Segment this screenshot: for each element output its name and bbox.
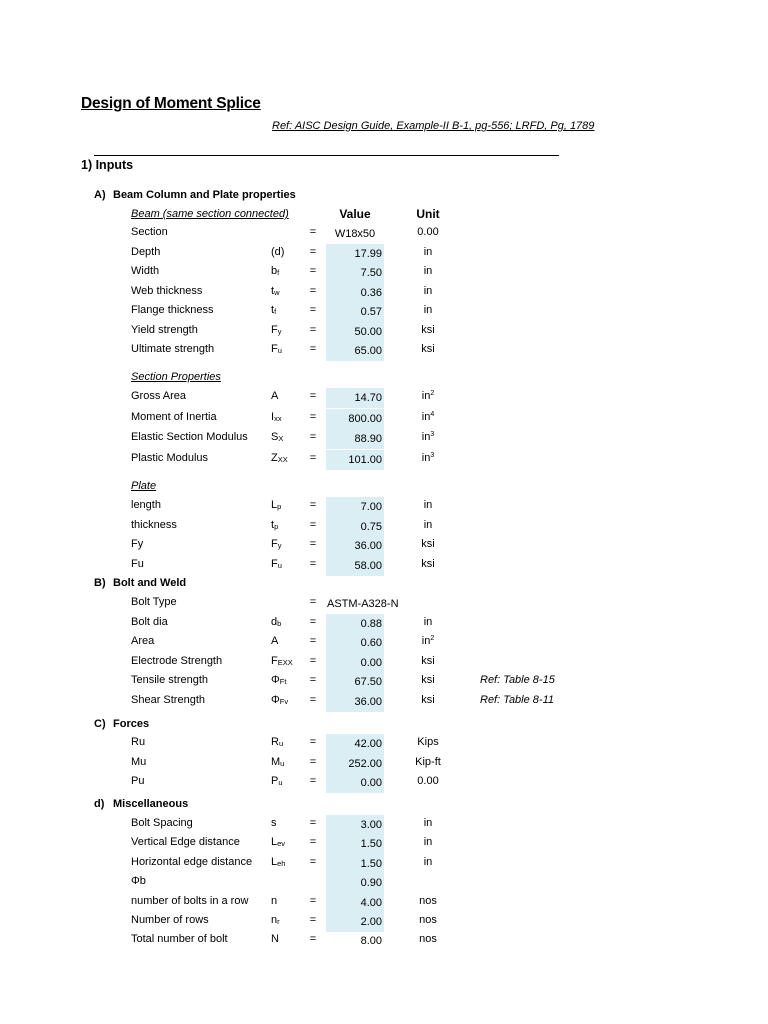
unit-text: in bbox=[423, 499, 433, 511]
row-value-cell[interactable]: 50.00 bbox=[326, 322, 384, 342]
row-symbol bbox=[271, 694, 288, 706]
row-symbol bbox=[271, 538, 281, 550]
row-symbol bbox=[271, 265, 279, 277]
row-unit bbox=[404, 895, 452, 907]
row-label: Width bbox=[131, 265, 160, 277]
symbol-subscript: Fv bbox=[279, 697, 289, 706]
equals-sign: = bbox=[309, 538, 317, 550]
group-b-title: Bolt and Weld bbox=[113, 577, 187, 589]
unit-text: nos bbox=[419, 894, 437, 907]
misc-row bbox=[0, 854, 768, 874]
equals-sign: = bbox=[309, 390, 317, 402]
row-label: Web thickness bbox=[131, 284, 203, 297]
row-label: Horizontal edge distance bbox=[131, 855, 253, 868]
row-unit bbox=[404, 736, 452, 748]
symbol-base: P bbox=[271, 775, 279, 787]
misc-row bbox=[0, 893, 768, 913]
row-value-cell[interactable]: 8.00 bbox=[360, 935, 382, 948]
row-symbol bbox=[271, 856, 285, 868]
row-label: number of bolts in a row bbox=[131, 894, 249, 907]
symbol-base: t bbox=[271, 304, 275, 316]
row-symbol bbox=[271, 324, 281, 336]
symbol-base: n bbox=[271, 914, 278, 926]
symbol-base: F bbox=[271, 557, 278, 570]
equals-sign: = bbox=[309, 304, 317, 316]
unit-text: in bbox=[423, 265, 433, 277]
row-unit bbox=[404, 817, 452, 829]
row-symbol bbox=[271, 933, 279, 945]
equals-sign: = bbox=[309, 836, 317, 849]
symbol-base: R bbox=[271, 736, 279, 748]
row-label: Ru bbox=[131, 736, 146, 748]
symbol-subscript: Ft bbox=[279, 677, 287, 687]
symbol-subscript: r bbox=[277, 917, 280, 926]
row-symbol bbox=[271, 285, 279, 297]
unit-text: ksi bbox=[421, 538, 435, 550]
equals-sign: = bbox=[309, 410, 317, 423]
symbol-base: Φ bbox=[271, 694, 280, 706]
row-label: Electrode Strength bbox=[131, 654, 223, 667]
row-label: Pu bbox=[131, 775, 145, 787]
row-unit bbox=[404, 265, 452, 277]
symbol-base: d bbox=[271, 615, 278, 628]
row-value-cell[interactable]: 0.75 bbox=[326, 517, 384, 537]
section-property-row bbox=[0, 429, 768, 449]
row-label: Moment of Inertia bbox=[131, 410, 217, 423]
bolt-row bbox=[0, 633, 768, 653]
section-property-row bbox=[0, 409, 768, 429]
row-label: Bolt Type bbox=[131, 596, 177, 608]
row-value-cell[interactable]: 252.00 bbox=[326, 754, 384, 774]
row-symbol bbox=[271, 390, 278, 402]
symbol-subscript: p bbox=[277, 502, 282, 511]
symbol-base: F bbox=[271, 323, 278, 336]
row-label: Depth bbox=[131, 245, 161, 258]
group-a-title: Beam Column and Plate properties bbox=[113, 189, 296, 201]
row-symbol bbox=[271, 558, 282, 570]
group-d-title: Miscellaneous bbox=[113, 798, 189, 810]
unit-text: in bbox=[423, 245, 433, 258]
plate-row bbox=[0, 517, 768, 537]
unit-text: ksi bbox=[421, 654, 435, 667]
equals-sign: = bbox=[309, 499, 317, 511]
row-unit bbox=[404, 285, 452, 297]
row-unit bbox=[404, 694, 452, 706]
symbol-base: n bbox=[271, 894, 278, 907]
equals-sign: = bbox=[309, 323, 317, 336]
row-value-cell[interactable]: 1.50 bbox=[326, 834, 384, 854]
misc-row bbox=[0, 834, 768, 854]
page-title: Design of Moment Splice bbox=[81, 95, 261, 112]
bolt-row bbox=[0, 672, 768, 692]
unit-text: Kips bbox=[417, 736, 439, 748]
equals-sign: = bbox=[309, 284, 317, 297]
beam-row bbox=[0, 322, 768, 342]
row-unit bbox=[404, 674, 452, 686]
equals-sign: = bbox=[309, 343, 317, 355]
unit-text: in bbox=[423, 817, 433, 829]
inputs-heading: 1) Inputs bbox=[81, 158, 134, 172]
row-unit bbox=[404, 226, 452, 238]
row-unit bbox=[404, 390, 452, 402]
row-value-cell[interactable]: 2.00 bbox=[326, 912, 384, 932]
row-symbol bbox=[271, 616, 281, 628]
unit-text: in bbox=[421, 431, 431, 443]
group-a-letter: A) bbox=[94, 189, 106, 201]
row-unit bbox=[404, 452, 452, 464]
symbol-base: M bbox=[271, 755, 281, 768]
row-symbol bbox=[271, 736, 283, 748]
row-symbol bbox=[271, 431, 283, 443]
row-symbol bbox=[271, 519, 278, 531]
plate-subheading: Plate bbox=[131, 480, 157, 492]
beam-row bbox=[0, 302, 768, 322]
row-value-cell[interactable]: 7.00 bbox=[326, 497, 384, 517]
row-unit bbox=[404, 655, 452, 667]
symbol-base: S bbox=[271, 431, 279, 443]
symbol-base: Z bbox=[271, 451, 278, 464]
row-value-cell[interactable]: 3.00 bbox=[326, 815, 384, 835]
row-label: Flange thickness bbox=[131, 304, 214, 316]
row-symbol bbox=[271, 914, 280, 926]
row-symbol bbox=[271, 246, 284, 258]
equals-sign: = bbox=[309, 654, 317, 667]
symbol-subscript: u bbox=[278, 739, 284, 748]
reference-note: Ref: AISC Design Guide, Example-II B-1, pg-556; LRFD, Pg, 1789 bbox=[272, 120, 595, 132]
unit-text: in bbox=[421, 451, 431, 464]
equals-sign: = bbox=[309, 518, 317, 531]
row-value-cell[interactable]: 800.00 bbox=[326, 409, 384, 429]
misc-row bbox=[0, 931, 768, 951]
equals-sign: = bbox=[309, 736, 317, 748]
unit-superscript: 4 bbox=[430, 410, 435, 418]
row-value-cell[interactable]: 36.00 bbox=[326, 536, 384, 556]
beam-row bbox=[0, 224, 768, 244]
row-value-cell[interactable]: 7.50 bbox=[326, 263, 384, 283]
bolt-row bbox=[0, 692, 768, 712]
row-unit bbox=[404, 933, 452, 945]
equals-sign: = bbox=[309, 755, 317, 768]
unit-text: ksi bbox=[421, 674, 435, 687]
symbol-subscript: w bbox=[274, 287, 280, 297]
symbol-base: L bbox=[271, 836, 278, 849]
symbol-base: A bbox=[271, 390, 279, 402]
unit-column-header: Unit bbox=[416, 207, 440, 221]
misc-row bbox=[0, 815, 768, 835]
unit-text: in bbox=[421, 390, 431, 402]
row-unit bbox=[404, 431, 452, 443]
symbol-base: t bbox=[271, 518, 275, 531]
equals-sign: = bbox=[309, 933, 317, 946]
row-unit bbox=[404, 538, 452, 550]
symbol-subscript: y bbox=[277, 326, 282, 336]
group-b-letter: B) bbox=[94, 577, 106, 589]
beam-row bbox=[0, 263, 768, 283]
row-value-cell[interactable]: 1.50 bbox=[326, 854, 384, 874]
row-symbol bbox=[271, 817, 277, 829]
group-b-heading bbox=[94, 577, 186, 589]
symbol-base: F bbox=[271, 343, 278, 355]
equals-sign: = bbox=[309, 914, 317, 926]
symbol-subscript: EXX bbox=[277, 657, 293, 667]
unit-text: in bbox=[423, 518, 433, 531]
unit-superscript: 2 bbox=[430, 390, 435, 397]
symbol-subscript: u bbox=[277, 560, 282, 570]
row-value-cell[interactable]: 101.00 bbox=[326, 450, 384, 470]
row-symbol bbox=[271, 775, 283, 787]
row-symbol bbox=[271, 635, 278, 647]
row-symbol bbox=[271, 452, 288, 464]
row-value-cell[interactable]: 67.50 bbox=[326, 672, 384, 692]
section-properties-subheading: Section Properties bbox=[131, 371, 221, 383]
symbol-base: (d) bbox=[271, 245, 285, 258]
row-value-cell[interactable]: 0.90 bbox=[326, 873, 384, 893]
symbol-base: F bbox=[271, 538, 278, 550]
unit-text: ksi bbox=[421, 694, 435, 706]
group-d-heading bbox=[94, 798, 188, 810]
symbol-base: s bbox=[271, 817, 277, 829]
symbol-base: L bbox=[271, 855, 278, 868]
row-value-cell[interactable]: 0.00 bbox=[326, 773, 384, 793]
row-symbol bbox=[271, 343, 282, 355]
row-value-cell[interactable]: 0.00 bbox=[326, 653, 384, 673]
group-d-letter: d) bbox=[94, 798, 105, 810]
unit-text: 0.00 bbox=[417, 775, 439, 787]
force-row bbox=[0, 754, 768, 774]
row-unit bbox=[404, 343, 452, 355]
row-unit bbox=[404, 246, 452, 258]
unit-text: in bbox=[423, 855, 433, 868]
symbol-subscript: ev bbox=[277, 839, 286, 849]
row-label: Gross Area bbox=[131, 390, 187, 402]
group-c-title: Forces bbox=[113, 718, 150, 730]
row-label: Area bbox=[131, 635, 155, 648]
row-unit bbox=[404, 914, 452, 926]
row-unit bbox=[404, 304, 452, 316]
symbol-subscript: u bbox=[277, 346, 282, 355]
equals-sign: = bbox=[309, 894, 317, 907]
row-value-cell[interactable]: W18x50 bbox=[334, 228, 376, 240]
misc-row bbox=[0, 873, 768, 893]
equals-sign: = bbox=[309, 775, 317, 787]
section-property-row bbox=[0, 450, 768, 470]
row-unit bbox=[404, 856, 452, 868]
row-value-cell[interactable]: 65.00 bbox=[326, 341, 384, 361]
unit-text: in bbox=[423, 284, 433, 297]
symbol-subscript: p bbox=[274, 521, 279, 531]
symbol-base: A bbox=[271, 635, 279, 648]
row-reference-note: Ref: Table 8-15 bbox=[480, 674, 555, 687]
row-label: Plastic Modulus bbox=[131, 451, 209, 464]
row-value-cell[interactable]: 58.00 bbox=[326, 556, 384, 576]
unit-text: nos bbox=[419, 914, 437, 926]
row-unit bbox=[404, 756, 452, 768]
row-label: Φb bbox=[131, 875, 146, 888]
equals-sign: = bbox=[309, 557, 317, 570]
row-symbol bbox=[271, 756, 284, 768]
beam-row bbox=[0, 341, 768, 361]
unit-text: Kip-ft bbox=[415, 755, 441, 768]
symbol-subscript: eh bbox=[277, 858, 286, 868]
equals-sign: = bbox=[309, 226, 317, 238]
plate-row bbox=[0, 556, 768, 576]
row-label: Yield strength bbox=[131, 323, 198, 336]
symbol-base: I bbox=[271, 410, 275, 423]
row-label: thickness bbox=[131, 518, 177, 531]
row-unit bbox=[404, 324, 452, 336]
symbol-subscript: xx bbox=[274, 413, 282, 423]
equals-sign: = bbox=[309, 615, 317, 628]
misc-row bbox=[0, 912, 768, 932]
unit-text: in bbox=[423, 615, 433, 628]
row-label: Fu bbox=[131, 557, 144, 570]
row-label: Ultimate strength bbox=[131, 343, 215, 355]
equals-sign: = bbox=[309, 635, 317, 648]
symbol-base: L bbox=[271, 499, 278, 511]
equals-sign: = bbox=[309, 265, 317, 277]
row-value-cell[interactable]: 36.00 bbox=[326, 692, 384, 712]
row-label: Section bbox=[131, 226, 168, 238]
equals-sign: = bbox=[309, 694, 317, 706]
equals-sign: = bbox=[309, 245, 317, 258]
row-label: Number of rows bbox=[131, 914, 209, 926]
row-unit bbox=[404, 616, 452, 628]
row-value-cell[interactable]: 88.90 bbox=[326, 429, 384, 449]
row-unit bbox=[404, 836, 452, 848]
bolt-row bbox=[0, 653, 768, 673]
bolt-row bbox=[0, 594, 768, 614]
force-row bbox=[0, 734, 768, 754]
row-value-cell[interactable]: 4.00 bbox=[326, 893, 384, 913]
symbol-subscript: f bbox=[274, 307, 277, 316]
symbol-base: F bbox=[271, 654, 278, 667]
unit-text: in bbox=[421, 410, 431, 423]
row-unit bbox=[404, 519, 452, 531]
beam-subheading: Beam (same section connected) bbox=[131, 208, 289, 220]
group-c-heading bbox=[94, 718, 149, 730]
unit-text: in bbox=[423, 836, 433, 849]
row-value-cell[interactable]: 17.99 bbox=[326, 244, 384, 264]
row-value-cell[interactable]: 0.60 bbox=[326, 633, 384, 653]
section-property-row bbox=[0, 388, 768, 408]
plate-row bbox=[0, 497, 768, 517]
symbol-subscript: y bbox=[277, 541, 282, 550]
group-c-letter: C) bbox=[94, 718, 106, 730]
row-value-cell[interactable]: 0.57 bbox=[326, 302, 384, 322]
row-label: Shear Strength bbox=[131, 694, 205, 706]
row-symbol bbox=[271, 304, 276, 316]
bolt-row bbox=[0, 614, 768, 634]
unit-text: ksi bbox=[421, 557, 435, 570]
symbol-subscript: X bbox=[278, 434, 284, 443]
unit-text: ksi bbox=[421, 323, 435, 336]
beam-row bbox=[0, 283, 768, 303]
equals-sign: = bbox=[309, 674, 317, 687]
unit-text: in bbox=[421, 635, 431, 648]
row-symbol bbox=[271, 655, 293, 667]
unit-superscript: 2 bbox=[430, 635, 435, 643]
equals-sign: = bbox=[309, 596, 317, 608]
row-label: Bolt dia bbox=[131, 615, 168, 628]
beam-row bbox=[0, 244, 768, 264]
row-symbol bbox=[271, 411, 282, 423]
unit-text: ksi bbox=[421, 343, 435, 355]
symbol-base: t bbox=[271, 284, 275, 297]
row-label: Total number of bolt bbox=[131, 933, 228, 946]
row-label: Mu bbox=[131, 755, 147, 768]
row-value-cell[interactable]: 14.70 bbox=[326, 388, 384, 408]
group-a-heading bbox=[94, 189, 296, 201]
symbol-base: N bbox=[271, 933, 279, 946]
row-reference-note: Ref: Table 8-11 bbox=[480, 694, 554, 706]
symbol-subscript: b bbox=[277, 618, 282, 628]
row-unit bbox=[404, 775, 452, 787]
row-label: Vertical Edge distance bbox=[131, 836, 240, 849]
symbol-base: Φ bbox=[271, 674, 280, 687]
equals-sign: = bbox=[309, 451, 317, 464]
row-value-cell[interactable]: 0.36 bbox=[326, 283, 384, 303]
unit-superscript: 3 bbox=[430, 431, 435, 438]
equals-sign: = bbox=[309, 431, 317, 443]
row-unit bbox=[404, 558, 452, 570]
row-symbol bbox=[271, 499, 281, 511]
equals-sign: = bbox=[309, 855, 317, 868]
row-symbol bbox=[271, 836, 285, 848]
row-value-cell[interactable]: 42.00 bbox=[326, 734, 384, 754]
header-divider bbox=[94, 155, 559, 156]
unit-text: 0.00 bbox=[417, 226, 439, 238]
row-value-cell[interactable]: 0.88 bbox=[326, 614, 384, 634]
symbol-subscript: XX bbox=[277, 454, 288, 464]
row-label: length bbox=[131, 499, 161, 511]
row-label: Tensile strength bbox=[131, 674, 209, 687]
unit-text: in bbox=[423, 304, 433, 316]
value-column-header: Value bbox=[339, 207, 371, 221]
row-label: Fy bbox=[131, 538, 144, 550]
plate-row bbox=[0, 536, 768, 556]
symbol-subscript: u bbox=[280, 758, 285, 768]
unit-superscript: 3 bbox=[430, 451, 435, 459]
equals-sign: = bbox=[309, 817, 317, 829]
symbol-subscript: f bbox=[277, 268, 280, 277]
row-symbol bbox=[271, 674, 286, 686]
row-unit bbox=[404, 499, 452, 511]
unit-text: nos bbox=[419, 933, 437, 946]
row-label: Bolt Spacing bbox=[131, 817, 193, 829]
row-unit bbox=[404, 635, 452, 647]
row-value-cell[interactable]: ASTM-A328-N bbox=[327, 598, 399, 610]
row-symbol bbox=[271, 895, 277, 907]
force-row bbox=[0, 773, 768, 793]
symbol-base: b bbox=[271, 265, 278, 277]
symbol-subscript: u bbox=[278, 778, 283, 787]
row-unit bbox=[404, 411, 452, 423]
row-label: Elastic Section Modulus bbox=[131, 431, 248, 443]
